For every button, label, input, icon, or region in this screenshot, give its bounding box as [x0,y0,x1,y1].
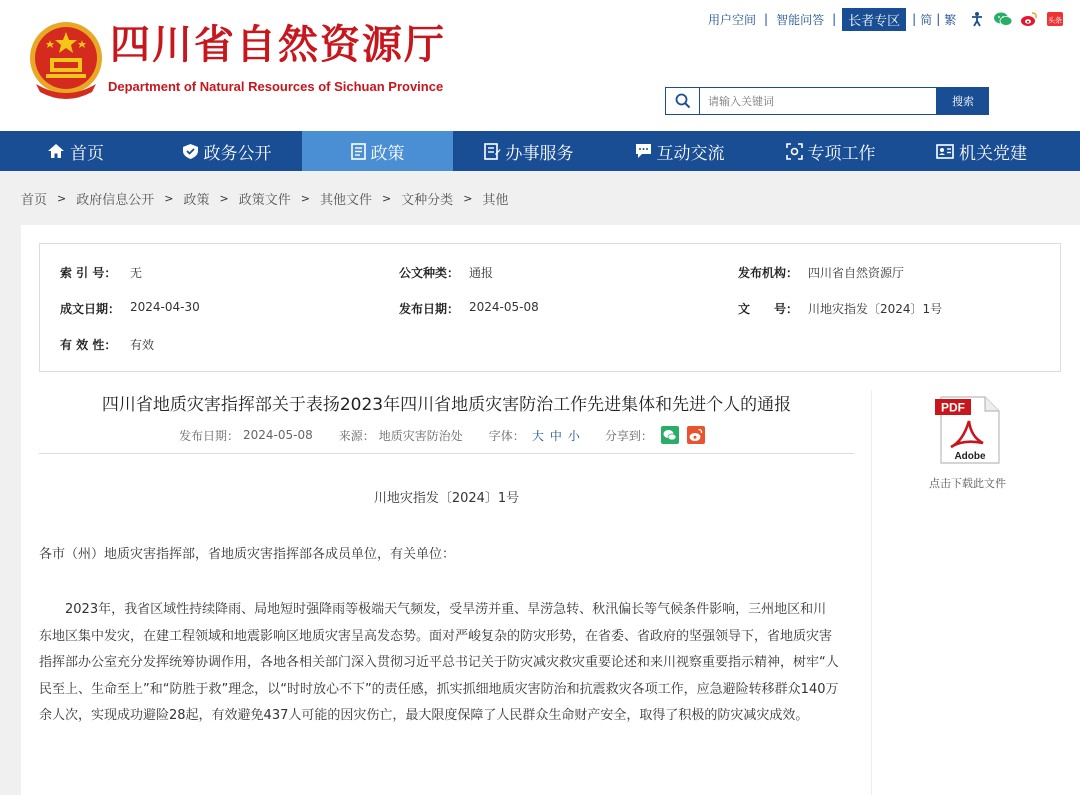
toutiao-icon[interactable] [1046,10,1064,28]
meta-key: 索 引 号： [60,266,117,280]
breadcrumb-policy[interactable]: 政策 [183,193,210,208]
search-bar [665,87,989,115]
adobe-label: Adobe [954,451,986,462]
share-weibo-icon[interactable] [687,426,705,444]
nav-item-home[interactable] [0,131,151,171]
nav-label: 首页 [70,143,104,164]
meta-cell [738,264,1077,281]
meta-doc-no: 川地灾指发〔2024〕1号 [808,302,943,316]
nav-label: 办事服务 [505,143,574,164]
source: 地质灾害防治处 [378,428,463,443]
pdf-label: PDF [941,400,965,415]
document-icon [351,143,366,160]
breadcrumb-separator: > [57,192,67,205]
meta-cell [60,336,399,353]
font-small-button[interactable]: 小 [567,428,580,443]
document-number: 川地灾指发〔2024〕1号 [373,491,520,506]
home-icon [47,143,65,159]
meta-publisher: 四川省自然资源厅 [808,266,905,280]
breadcrumb-separator: > [164,192,174,205]
meta-row [60,336,399,353]
source-label: 来源： [338,428,375,443]
nav-item-interaction[interactable] [604,131,755,171]
main-content [21,225,1080,795]
elder-zone-button[interactable]: 长者专区 [842,8,906,31]
meta-validity: 有效 [130,338,155,352]
meta-cell [60,300,399,317]
nav-item-special-work[interactable] [755,131,906,171]
document-meta-table [39,243,1061,372]
breadcrumb-separator: > [463,192,473,205]
traditional-chinese-link[interactable]: 繁 [944,12,957,27]
separator: | [832,12,837,26]
search-input[interactable] [700,89,936,113]
site-header [0,0,1080,131]
chat-icon [635,143,652,159]
breadcrumb-other[interactable]: 其他 [482,193,509,208]
divider [871,390,872,795]
search-box [665,87,937,115]
breadcrumb [21,189,508,208]
user-space-link[interactable]: 用户空间 [708,12,757,27]
meta-cell [60,264,399,281]
nav-item-services[interactable] [453,131,604,171]
breadcrumb-policy-docs[interactable]: 政策文件 [238,193,291,208]
meta-written-date: 2024-04-30 [130,300,200,314]
separator: | [936,12,941,26]
breadcrumb-separator: > [300,192,310,205]
nav-label: 机关党建 [959,143,1027,164]
site-title: 四川省自然资源厅 [110,22,446,68]
nav-item-policy[interactable] [302,131,453,171]
search-button[interactable]: 搜索 [937,87,989,115]
form-icon [484,143,501,160]
main-nav [0,131,1080,171]
shield-icon [182,143,199,160]
article-title: 四川省地质灾害指挥部关于表扬2023年四川省地质灾害防治工作先进集体和先进个人的通报 [101,395,792,415]
divider [39,453,854,454]
meta-cell [399,264,738,281]
publish-date-label: 发布日期： [179,428,240,443]
nav-item-party-building[interactable] [906,131,1057,171]
breadcrumb-other-docs[interactable]: 其他文件 [319,193,372,208]
breadcrumb-separator: > [381,192,392,205]
wechat-icon[interactable] [994,10,1012,28]
breadcrumb-home[interactable]: 首页 [21,193,48,208]
publish-date: 2024-05-08 [243,428,313,442]
nav-label: 互动交流 [656,143,725,164]
search-icon [666,88,700,114]
meta-doc-type: 通报 [469,266,494,280]
share-wechat-icon[interactable] [661,426,679,444]
meta-key: 成文日期： [60,302,121,316]
download-caption[interactable]: 点击下载此文件 [929,477,1006,490]
separator: | [912,12,917,26]
toutiao-label: 头条 [1048,16,1063,25]
meta-cell [399,300,738,317]
accessibility-icon[interactable] [968,10,986,28]
meta-key: 文 号： [738,302,799,316]
share-label: 分享到： [604,428,653,443]
article-paragraph: 2023年，我省区域性持续降雨、局地短时强降雨等极端天气频发，受旱涝并重、旱涝急转、秋汛偏长等气候条件影响，三州地区和川东地区集中发灾，在建工程领域和地震影响区地质灾害呈高发态势。面对严峻复杂的防灾形势，在省委、省政府的坚强领导下，省地质灾害指挥部办公室充分发挥统筹协调作用，各地各相关部门深入贯彻习近平总书记关于防灾减灾救灾重要论述和来川视察重要指示精神，树牢“人民至上、生命至上”和“防胜于救”理念，以“时时放心不下”的责任感，抓实抓细地质灾害防治和抗震救灾各项工作，应急避险转移群众140万余人次，实现成功避险28起，有效避免437人可能的因灾伤亡，最大限度保障了人民群众生命财产安全，取得了积极的防灾减灾成效。 [39,602,839,723]
meta-row [60,300,1077,317]
site-subtitle: Department of Natural Resources of Sichuan Province [108,79,444,94]
top-links [700,8,1064,30]
addressee: 各市（州）地质灾害指挥部，省地质灾害指挥部各成员单位，有关单位： [39,547,456,562]
article-info-bar [179,426,709,444]
id-card-icon [936,144,954,159]
meta-publish-date: 2024-05-08 [469,300,539,314]
national-emblem-icon [28,18,104,100]
meta-row [60,264,1077,281]
nav-item-gov-affairs[interactable] [151,131,302,171]
nav-label: 专项工作 [807,143,876,164]
breadcrumb-separator: > [219,192,229,205]
smart-qa-link[interactable]: 智能问答 [776,12,825,27]
nav-label: 政务公开 [203,143,272,164]
font-medium-button[interactable]: 中 [549,428,562,443]
nav-label: 政策 [370,143,405,164]
meta-key: 有 效 性： [60,338,117,352]
simplified-chinese-link[interactable]: 简 [920,12,933,27]
breadcrumb-gov-info[interactable]: 政府信息公开 [76,193,155,208]
font-large-button[interactable]: 大 [531,428,544,443]
meta-cell [738,300,1077,317]
breadcrumb-doc-category[interactable]: 文种分类 [401,193,454,208]
meta-key: 发布日期： [399,302,460,316]
meta-key: 公文种类： [399,266,460,280]
font-size-label: 字体： [488,428,525,443]
target-icon [786,143,803,160]
pdf-download-icon[interactable] [933,393,1005,465]
weibo-icon[interactable] [1020,10,1038,28]
meta-index-no: 无 [130,266,143,280]
separator: | [764,12,769,26]
meta-key: 发布机构： [738,266,799,280]
